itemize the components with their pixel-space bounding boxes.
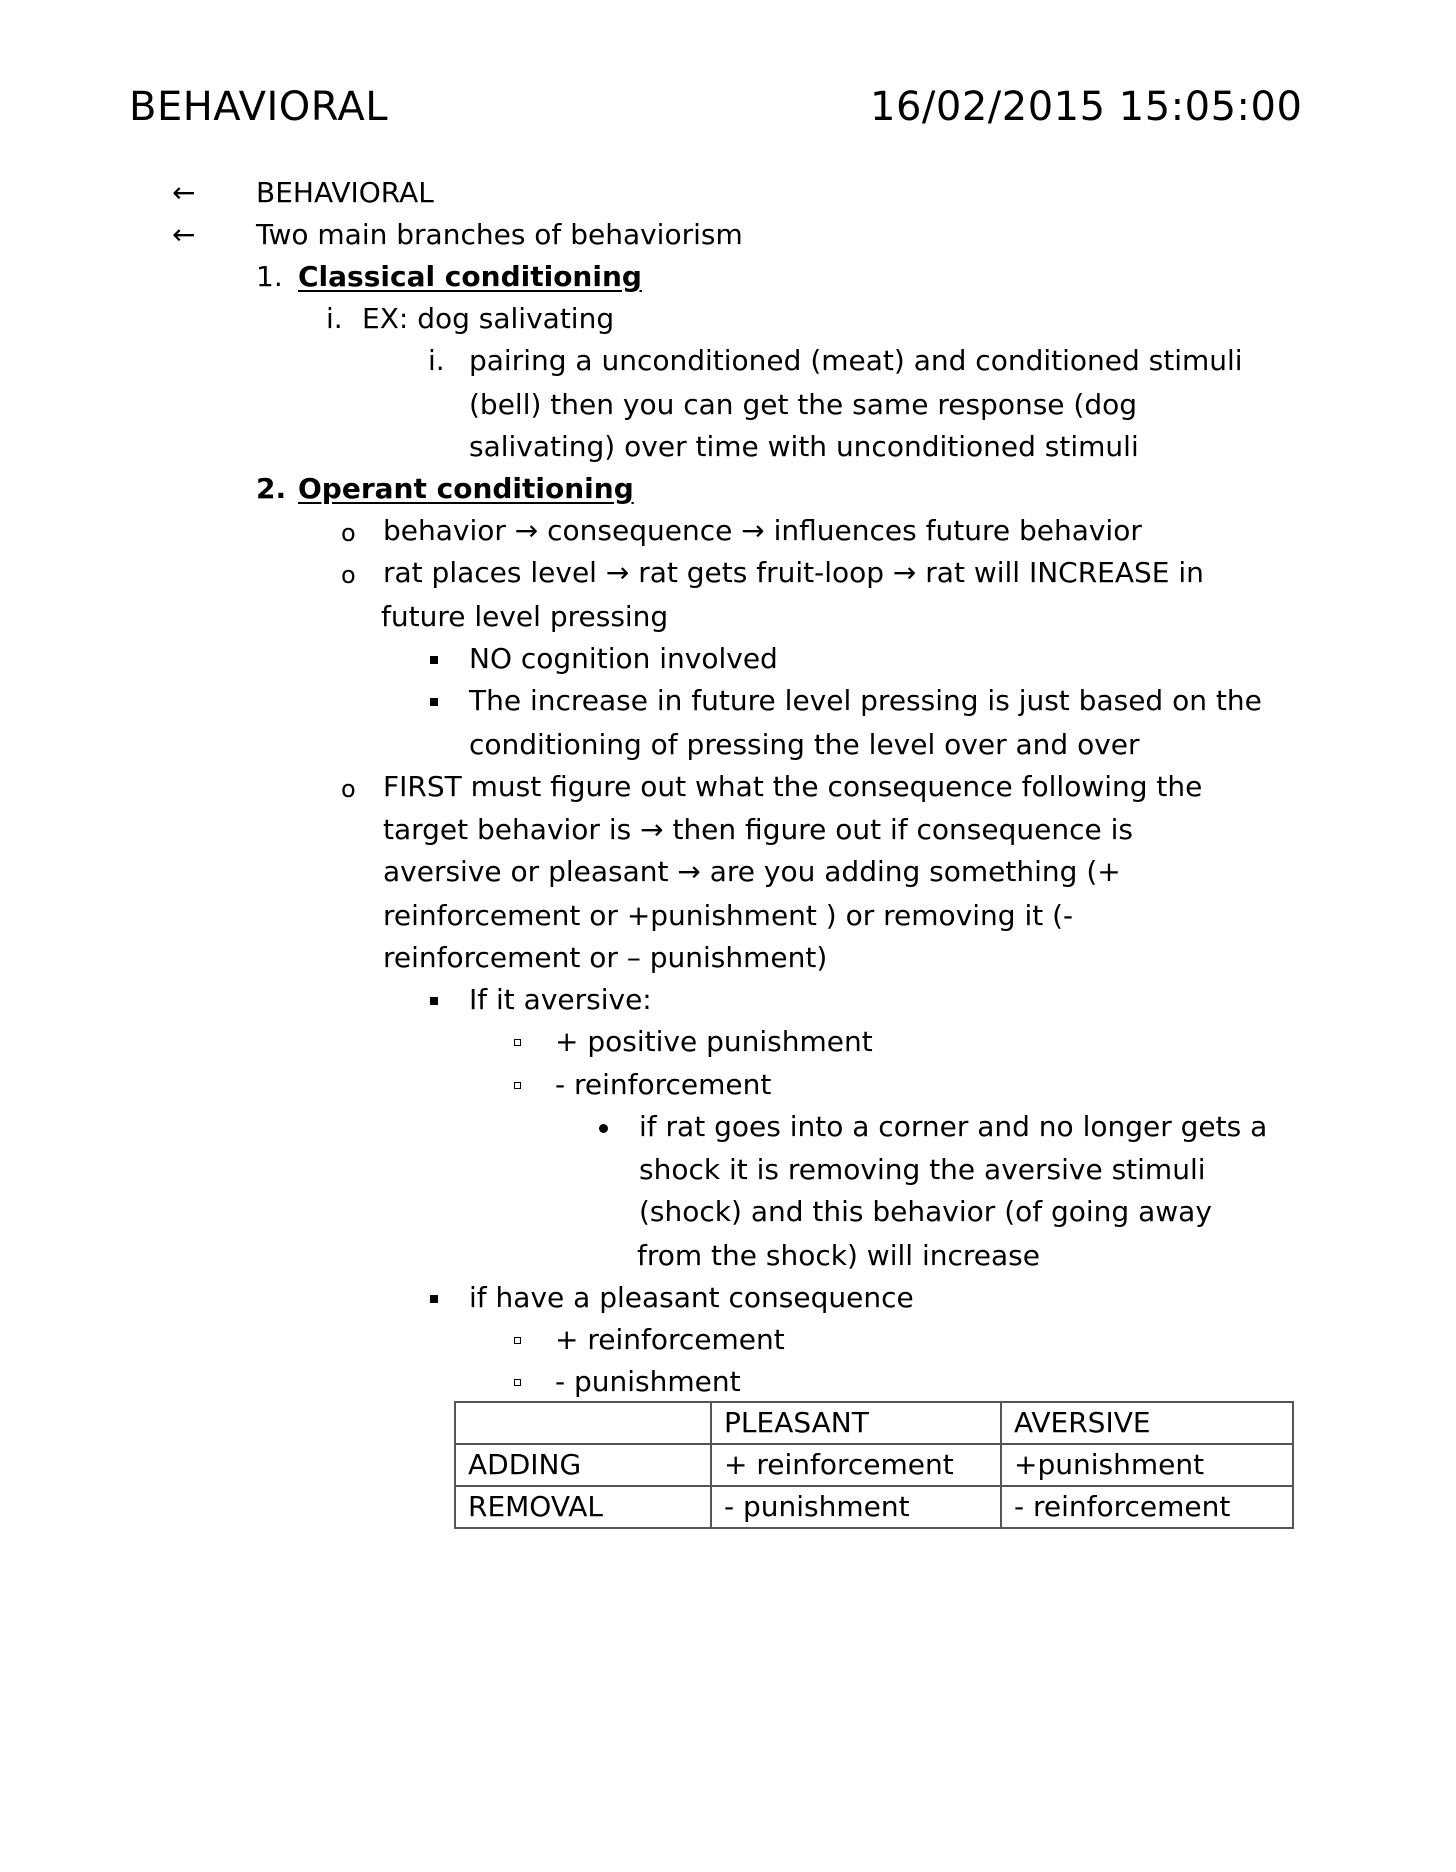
operant-item-2-line: future level pressing <box>381 600 669 633</box>
example-line: if rat goes into a corner and no longer gets a <box>639 1110 1268 1143</box>
square-bullet-icon <box>430 656 438 664</box>
roman-marker: i. <box>326 302 343 335</box>
hollow-square-bullet-icon <box>514 1337 521 1344</box>
square-bullet-icon <box>430 997 438 1005</box>
operant-item-3-line: target behavior is → then figure out if consequence is <box>383 813 1133 846</box>
aversive-option-2: - reinforcement <box>555 1068 772 1101</box>
arrow-bullet-icon: ← <box>172 176 196 209</box>
table-header-cell <box>455 1402 711 1444</box>
table-cell: ADDING <box>455 1444 711 1486</box>
classical-detail-line: (bell) then you can get the same response (dog <box>469 388 1138 421</box>
list-number: 2. <box>256 472 287 505</box>
example-line: shock it is removing the aversive stimuli <box>639 1153 1206 1186</box>
operant-item-2-line: rat places level → rat gets fruit-loop → rat will INCREASE in <box>383 556 1204 589</box>
classical-example: EX: dog salivating <box>362 302 615 335</box>
hollow-square-bullet-icon <box>514 1039 521 1046</box>
arrow-bullet-icon: ← <box>172 218 196 251</box>
aversive-heading: If it aversive: <box>469 983 652 1016</box>
operant-sub-1: NO cognition involved <box>469 642 778 675</box>
square-bullet-icon <box>430 698 438 706</box>
table-cell: - reinforcement <box>1001 1486 1293 1528</box>
dot-bullet-icon <box>599 1124 608 1133</box>
pleasant-heading: if have a pleasant consequence <box>469 1281 914 1314</box>
classical-detail-line: pairing a unconditioned (meat) and conditioned stimuli <box>469 344 1243 377</box>
example-line: (shock) and this behavior (of going away <box>639 1195 1212 1228</box>
table-header-cell: AVERSIVE <box>1001 1402 1293 1444</box>
pleasant-option-1: + reinforcement <box>555 1323 785 1356</box>
roman-marker: i. <box>428 344 445 377</box>
operant-item-3-line: reinforcement or +punishment ) or removing it (- <box>383 899 1074 932</box>
operant-item-1: behavior → consequence → influences future behavior <box>383 514 1142 547</box>
operant-sub-2-line: The increase in future level pressing is just based on the <box>469 684 1262 717</box>
table-cell: + reinforcement <box>711 1444 1001 1486</box>
hollow-square-bullet-icon <box>514 1379 521 1386</box>
o-bullet-icon: o <box>341 775 356 803</box>
list-number: 1. <box>256 260 283 293</box>
square-bullet-icon <box>430 1295 438 1303</box>
example-line: from the shock) will increase <box>637 1239 1040 1272</box>
aversive-option-1: + positive punishment <box>555 1025 873 1058</box>
table-cell: +punishment <box>1001 1444 1293 1486</box>
o-bullet-icon: o <box>341 561 356 589</box>
operant-sub-2-line: conditioning of pressing the level over and over <box>469 728 1140 761</box>
list-item-branches: Two main branches of behaviorism <box>256 218 743 251</box>
consequence-table <box>454 1401 1294 1529</box>
operant-item-3-line: reinforcement or – punishment) <box>383 941 828 974</box>
operant-item-3-line: aversive or pleasant → are you adding something (+ <box>383 855 1121 888</box>
operant-item-3-line: FIRST must figure out what the consequence following the <box>383 770 1203 803</box>
table-row <box>455 1486 1293 1528</box>
hollow-square-bullet-icon <box>514 1082 521 1089</box>
table-cell: - punishment <box>711 1486 1001 1528</box>
heading-operant-conditioning: Operant conditioning <box>298 472 634 505</box>
o-bullet-icon: o <box>341 519 356 547</box>
table-header-row <box>455 1402 1293 1444</box>
table-cell: REMOVAL <box>455 1486 711 1528</box>
heading-classical-conditioning: Classical conditioning <box>298 260 642 293</box>
classical-detail-line: salivating) over time with unconditioned stimuli <box>469 430 1139 463</box>
list-item-behavioral: BEHAVIORAL <box>256 176 434 209</box>
page-title: BEHAVIORAL <box>129 84 389 130</box>
table-header-cell: PLEASANT <box>711 1402 1001 1444</box>
pleasant-option-2: - punishment <box>555 1365 741 1398</box>
table-row <box>455 1444 1293 1486</box>
page-datetime: 16/02/2015 15:05:00 <box>870 84 1303 130</box>
